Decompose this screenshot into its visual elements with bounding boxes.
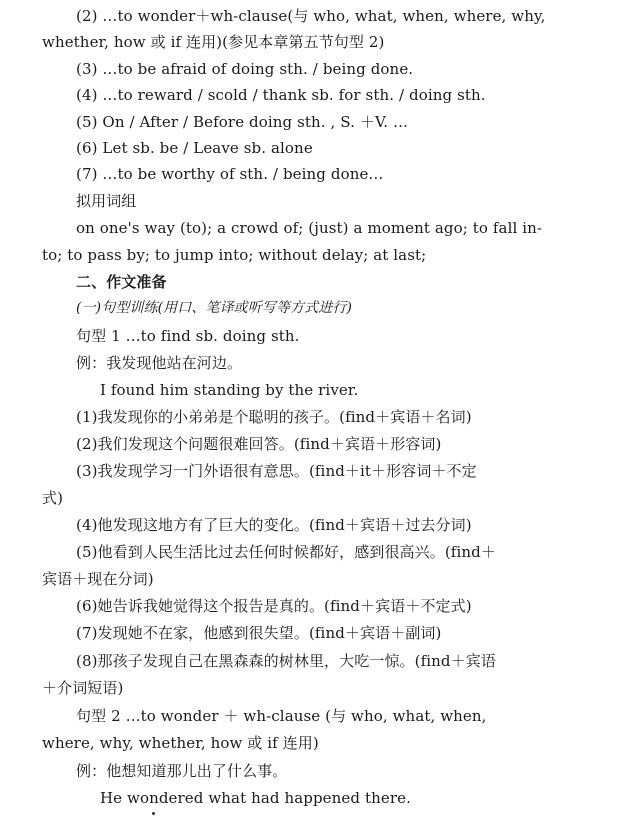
text-line: (5) On / After / Before doing sth. , S. ＋V. … bbox=[76, 113, 409, 131]
pattern-title: 句型 1 …to find sb. doing sth. bbox=[76, 327, 300, 345]
section-heading: 二、作文准备 bbox=[76, 273, 167, 291]
text-line: on one's way (to); a crowd of; (just) a moment ago; to fall in- bbox=[76, 219, 543, 237]
exercise-item: (6)她告诉我她觉得这个报告是真的。(find＋宾语＋不定式) bbox=[76, 597, 472, 615]
exercise-item: (5)他看到人民生活比过去任何时候都好，感到很高兴。(find＋ bbox=[76, 543, 496, 561]
pattern-title: 句型 2 …to wonder ＋ wh-clause (与 who, what, when, bbox=[76, 707, 487, 725]
exercise-item-cont: ＋介词短语) bbox=[42, 679, 124, 697]
exercise-item: (8)那孩子发现自己在黑森森的树林里，大吃一惊。(find＋宾语 bbox=[76, 652, 496, 670]
exercise-item: (7)发现她不在家，他感到很失望。(find＋宾语＋副词) bbox=[76, 624, 442, 642]
text-line: to; to pass by; to jump into; without delay; at last; bbox=[42, 246, 427, 264]
example-label: 例：他想知道那儿出了什么事。 bbox=[76, 762, 288, 780]
subsection-heading: (一)句型训练(用口、笔译或听写等方式进行) bbox=[76, 300, 353, 316]
text-line: whether, how 或 if 连用)(参见本章第五节句型 2) bbox=[42, 33, 385, 51]
example-label: 例：我发现他站在河边。 bbox=[76, 354, 243, 372]
exercise-item-cont: 式) bbox=[42, 489, 64, 507]
text-line: (3) …to be afraid of doing sth. / being done. bbox=[76, 60, 414, 78]
exercise-item-cont: 宾语＋现在分词) bbox=[42, 570, 154, 588]
pattern-title-cont: where, why, whether, how 或 if 连用) bbox=[42, 734, 319, 752]
exercise-item: (3)我发现学习一门外语很有意思。(find＋it＋形容词＋不定 bbox=[76, 462, 477, 480]
example-sentence: He wondered what had happened there. bbox=[100, 789, 411, 807]
exercise-item: (1)我发现你的小弟弟是个聪明的孩子。(find＋宾语＋名词) bbox=[76, 408, 472, 426]
example-sentence: I found him standing by the river. bbox=[100, 381, 359, 399]
text-line: (4) …to reward / scold / thank sb. for sth. / doing sth. bbox=[76, 86, 486, 104]
section-subtitle: 拟用词组 bbox=[76, 192, 137, 210]
exercise-item: (4)他发现这地方有了巨大的变化。(find＋宾语＋过去分词) bbox=[76, 516, 472, 534]
text-line: (2) …to wonder＋wh-clause(与 who, what, when, where, why, bbox=[76, 7, 546, 25]
print-speck bbox=[152, 812, 155, 815]
exercise-item: (2)我们发现这个问题很难回答。(find＋宾语＋形容词) bbox=[76, 435, 442, 453]
text-line: (6) Let sb. be / Leave sb. alone bbox=[76, 139, 313, 157]
text-line: (7) …to be worthy of sth. / being done… bbox=[76, 165, 384, 183]
